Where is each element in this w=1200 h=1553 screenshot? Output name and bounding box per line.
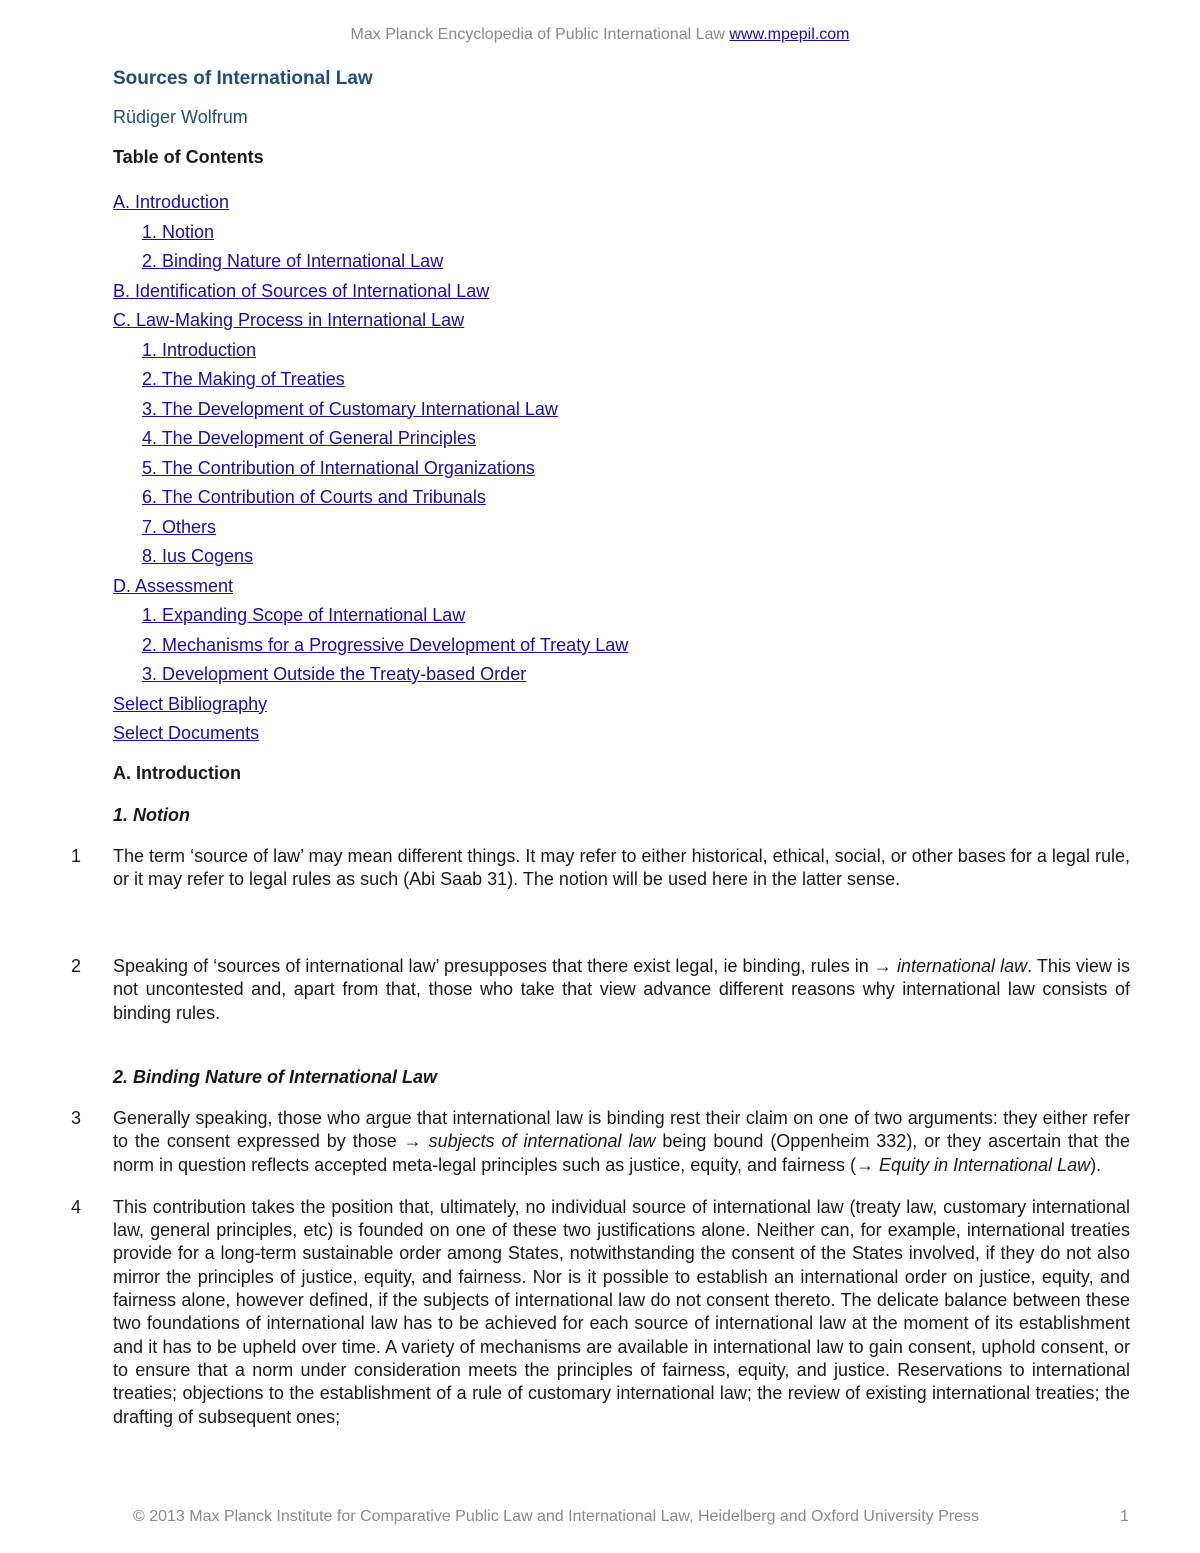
toc-item: [113, 483, 1130, 513]
toc-item: [113, 365, 1130, 395]
paragraph: [71, 955, 1131, 1025]
paragraph: [71, 1196, 1130, 1429]
toc-item: [113, 454, 1130, 484]
header-link[interactable]: www.mpepil.com: [729, 26, 850, 43]
toc-item: [113, 631, 1130, 661]
toc-item: [113, 277, 1130, 307]
toc-link[interactable]: 6. The Contribution of Courts and Tribunals: [142, 487, 486, 507]
paragraph-number: 1: [71, 845, 82, 866]
paragraph-text: being bound (Oppenheim 332), or they ascertain that the norm in question reflects accepted meta-legal principles such as justice, equity, and fairness (→: [113, 1131, 1131, 1175]
article-title: Sources of International Law: [113, 68, 373, 89]
toc-item: [113, 395, 1130, 425]
table-of-contents: [113, 188, 1130, 749]
cross-reference-link[interactable]: Equity in International Law: [879, 1154, 1091, 1175]
paragraph: [71, 845, 1130, 892]
toc-item: [113, 660, 1130, 690]
paragraph-number: 3: [71, 1107, 82, 1128]
paragraph-text: . This view is not uncontested and, apart from that, those who take that view advance different reasons why international law consists of binding rules.: [113, 956, 1131, 1023]
toc-item: [113, 719, 1130, 749]
toc-link[interactable]: 8. Ius Cogens: [142, 546, 254, 566]
toc-link[interactable]: 5. The Contribution of International Organizations: [142, 457, 535, 478]
toc-link[interactable]: B. Identification of Sources of International Law: [113, 280, 490, 301]
toc-item: [113, 247, 1130, 277]
paragraph-text: Generally speaking, those who argue that international law is binding rest their claim on one of two arguments: they either refer to the consent expressed by those →: [113, 1107, 1130, 1152]
footer-copyright: © 2013 Max Planck Institute for Comparative Public Law and International Law, Heidelberg and Oxford University Press: [133, 1508, 979, 1525]
toc-item: [113, 336, 1130, 366]
toc-link[interactable]: 4. The Development of General Principles: [142, 428, 476, 448]
header-text: Max Planck Encyclopedia of Public International Law: [350, 26, 725, 43]
toc-link[interactable]: 7. Others: [142, 516, 217, 537]
toc-link[interactable]: 2. Mechanisms for a Progressive Development of Treaty Law: [142, 634, 629, 655]
toc-item: [113, 218, 1130, 248]
section-heading: A. Introduction: [113, 762, 241, 783]
subsection-heading: 1. Notion: [113, 804, 190, 825]
cross-reference-link[interactable]: international law: [896, 956, 1028, 977]
subsection-heading: 2. Binding Nature of International Law: [113, 1066, 438, 1087]
toc-link[interactable]: 1. Expanding Scope of International Law: [142, 605, 466, 625]
toc-item: [113, 690, 1130, 720]
toc-link[interactable]: 3. Development Outside the Treaty-based Order: [142, 664, 527, 684]
toc-link[interactable]: Select Documents: [113, 723, 260, 743]
paragraph-text: ).: [1090, 1154, 1102, 1175]
cross-reference-link[interactable]: subjects of international law: [428, 1131, 656, 1152]
document-body: [71, 68, 1131, 1429]
toc-link[interactable]: A. Introduction: [113, 192, 230, 212]
toc-link[interactable]: 3. The Development of Customary International Law: [142, 398, 558, 419]
paragraph: [71, 1107, 1131, 1177]
paragraph-number: 4: [71, 1196, 82, 1217]
toc-item: [113, 513, 1130, 543]
page-number: 1: [1120, 1508, 1129, 1525]
toc-link[interactable]: 2. Binding Nature of International Law: [142, 251, 444, 271]
paragraph-text: This contribution takes the position that, ultimately, no individual source of international law (treaty law, customary international law, general principles, etc) is founded on one of these two justifications alone. Neither can, for example, international treaties provide for a long-term sustainable order among States, notwithstanding the consent of the States involved, if they do not also mirror the principles of justice, equity, and fairness. Nor is it possible to establish an international order on justice, equity, and fairness alone, however defined, if the subjects of international law do not consent thereto. The delicate balance between these two foundations of international law has to be achieved for each source of international law at the moment of its establishment and it has to be upheld over time. A variety of mechanisms are available in international law to gain consent, uphold consent, or to ensure that a norm under consideration meets the principles of fairness, equity, and justice. Reservations to international treaties; objections to the establishment of a rule of customary international law; the review of existing international treaties; the drafting of subsequent ones;: [113, 1196, 1130, 1427]
toc-item: [113, 424, 1130, 454]
paragraph-number: 2: [71, 956, 82, 977]
toc-link[interactable]: 1. Notion: [142, 221, 215, 242]
paragraph-text: The term ‘source of law’ may mean different things. It may refer to either historical, ethical, social, or other bases for a legal rule, or it may refer to legal rules as such (Abi Saab 31). The notion will be used here in the latter sense.: [113, 845, 1130, 889]
toc-link[interactable]: 1. Introduction: [142, 339, 257, 360]
toc-link[interactable]: C. Law-Making Process in International Law: [113, 310, 465, 330]
toc-link[interactable]: Select Bibliography: [113, 693, 268, 714]
toc-item: [113, 188, 1130, 218]
toc-item: [113, 572, 1130, 602]
toc-heading: Table of Contents: [113, 147, 264, 167]
paragraph-text: Speaking of ‘sources of international law’ presupposes that there exist legal, ie binding, rules in →: [113, 956, 897, 977]
toc-item: [113, 601, 1130, 631]
article-author: Rüdiger Wolfrum: [113, 107, 248, 127]
toc-link[interactable]: D. Assessment: [113, 575, 234, 596]
page-header: [0, 26, 1200, 44]
toc-item: [113, 306, 1130, 336]
toc-link[interactable]: 2. The Making of Treaties: [142, 369, 345, 389]
toc-item: [113, 542, 1130, 572]
